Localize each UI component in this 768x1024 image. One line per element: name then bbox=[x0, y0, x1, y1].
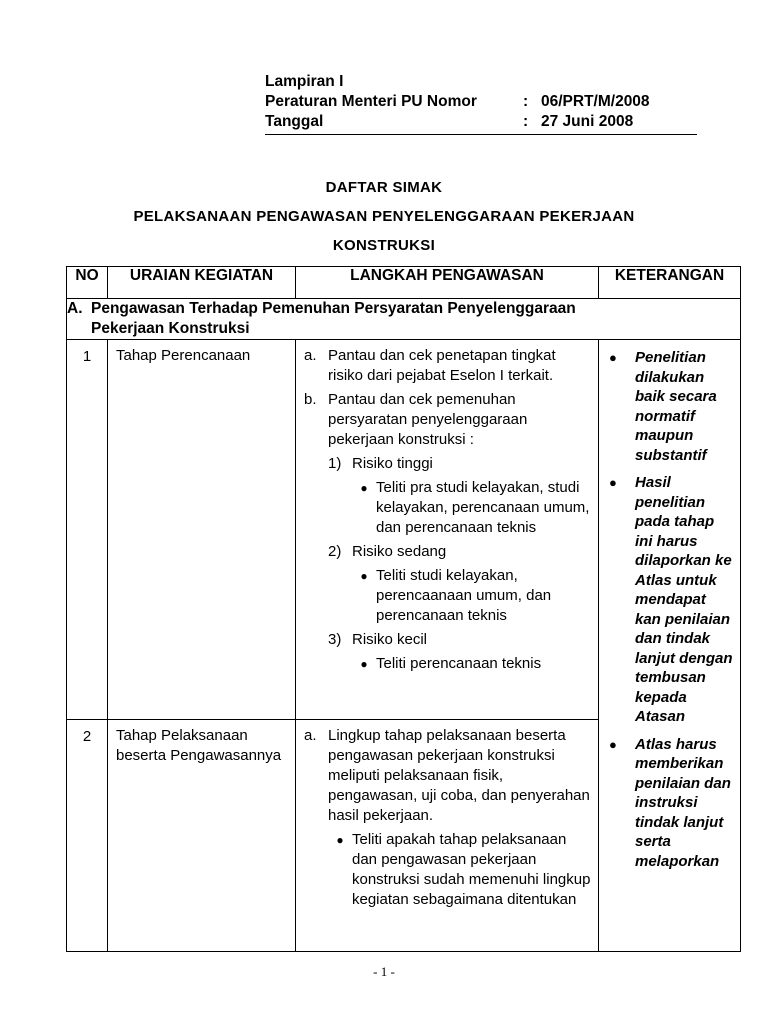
table-header-row bbox=[67, 267, 741, 299]
note-text: Penelitian dilakukan baik secara normatif maupun substantif bbox=[635, 349, 717, 464]
header-label: Tanggal bbox=[265, 113, 324, 130]
note-item bbox=[609, 473, 734, 727]
bullet-icon: ● bbox=[336, 833, 344, 847]
header-row-peraturan bbox=[265, 92, 697, 112]
step-item bbox=[304, 390, 592, 450]
row-kegiatan: Tahap Pelaksanaan beserta Pengawasannya bbox=[108, 720, 296, 952]
note-text: Atlas harus memberikan penilaian dan instruksi tindak lanjut serta melaporkan bbox=[635, 735, 731, 870]
risk-number: 3) bbox=[328, 631, 342, 648]
table-row bbox=[67, 340, 741, 720]
note-item bbox=[609, 348, 734, 465]
row-number: 1 bbox=[67, 340, 108, 720]
row-number: 2 bbox=[67, 720, 108, 952]
column-header-langkah: LANGKAH PENGAWASAN bbox=[296, 267, 599, 299]
risk-item bbox=[328, 542, 592, 562]
bullet-item bbox=[352, 566, 592, 626]
section-title-cont: Pekerjaan Konstruksi bbox=[91, 320, 250, 337]
step-item bbox=[304, 726, 592, 826]
bullet-icon: ● bbox=[360, 657, 368, 671]
bullet-item bbox=[328, 830, 592, 910]
bullet-text: Teliti pra studi kelayakan, studi kelayakan, perencanaan umum, dan perencanaan teknis bbox=[376, 479, 590, 536]
document-title: DAFTAR SIMAK bbox=[325, 179, 443, 196]
risk-number: 1) bbox=[328, 455, 342, 472]
header-value: 06/PRT/M/2008 bbox=[541, 93, 650, 110]
step-marker: a. bbox=[304, 727, 317, 744]
section-title: Pengawasan Terhadap Pemenuhan Persyaratan Penyelenggaraan bbox=[91, 300, 576, 317]
step-text: Pantau dan cek penetapan tingkat risiko dari pejabat Eselon I terkait. bbox=[328, 347, 556, 384]
row-langkah bbox=[296, 720, 599, 952]
step-item bbox=[304, 346, 592, 386]
step-marker: a. bbox=[304, 347, 317, 364]
column-header-no: NO bbox=[67, 267, 108, 299]
header-row-tanggal bbox=[265, 112, 697, 132]
bullet-icon: ● bbox=[360, 569, 368, 583]
bullet-text: Teliti apakah tahap pelaksanaan dan pengawasan pekerjaan konstruksi sudah memenuhi lingkup kegiatan sebagaimana ditentukan bbox=[352, 831, 591, 908]
row-langkah bbox=[296, 340, 599, 720]
risk-label: Risiko tinggi bbox=[352, 455, 433, 472]
note-item bbox=[609, 735, 734, 872]
column-header-keterangan: KETERANGAN bbox=[599, 267, 741, 299]
bullet-icon: ● bbox=[609, 736, 617, 752]
risk-item bbox=[328, 454, 592, 474]
header-value: 27 Juni 2008 bbox=[541, 113, 634, 130]
note-text: Hasil penelitian pada tahap ini harus dilaporkan ke Atlas untuk mendapat kan penilaian dan tindak lanjut dengan tembusan kepada Atasan bbox=[635, 474, 733, 725]
section-letter: A. bbox=[67, 300, 83, 317]
step-marker: b. bbox=[304, 391, 317, 408]
row-kegiatan: Tahap Perencanaan bbox=[108, 340, 296, 720]
attachment-header bbox=[265, 72, 697, 132]
section-row bbox=[67, 299, 741, 340]
risk-item bbox=[328, 630, 592, 650]
bullet-icon: ● bbox=[609, 350, 617, 365]
bullet-text: Teliti perencanaan teknis bbox=[376, 655, 542, 672]
bullet-text: Teliti studi kelayakan, perencaanaan umum, dan perencanaan teknis bbox=[376, 567, 552, 624]
document-subtitle-cont: KONSTRUKSI bbox=[332, 237, 436, 254]
step-text: Pantau dan cek pemenuhan persyaratan penyelenggaraan pekerjaan konstruksi : bbox=[328, 391, 528, 448]
header-separator: : bbox=[523, 113, 529, 130]
header-underline bbox=[265, 134, 697, 135]
checklist-table bbox=[66, 266, 741, 952]
header-label: Lampiran I bbox=[265, 73, 344, 90]
risk-label: Risiko sedang bbox=[352, 543, 447, 560]
page-number: - 1 - bbox=[373, 964, 395, 979]
row-keterangan bbox=[599, 340, 741, 952]
header-label: Peraturan Menteri PU Nomor bbox=[265, 93, 477, 110]
risk-label: Risiko kecil bbox=[352, 631, 428, 648]
step-text: Lingkup tahap pelaksanaan beserta pengawasan pekerjaan konstruksi meliputi pelaksanaan fisik, pengawasan, uji coba, dan penyerahan hasil pekerjaan. bbox=[328, 727, 590, 824]
bullet-icon: ● bbox=[360, 481, 368, 495]
document-subtitle: PELAKSANAAN PENGAWASAN PENYELENGGARAAN PEKERJAAN bbox=[133, 208, 635, 225]
bullet-item bbox=[352, 654, 592, 674]
header-separator: : bbox=[523, 93, 529, 110]
header-row-lampiran bbox=[265, 72, 697, 92]
column-header-uraian: URAIAN KEGIATAN bbox=[108, 267, 296, 299]
section-heading bbox=[67, 299, 741, 340]
bullet-item bbox=[352, 478, 592, 538]
bullet-icon: ● bbox=[609, 475, 617, 490]
risk-number: 2) bbox=[328, 543, 342, 560]
